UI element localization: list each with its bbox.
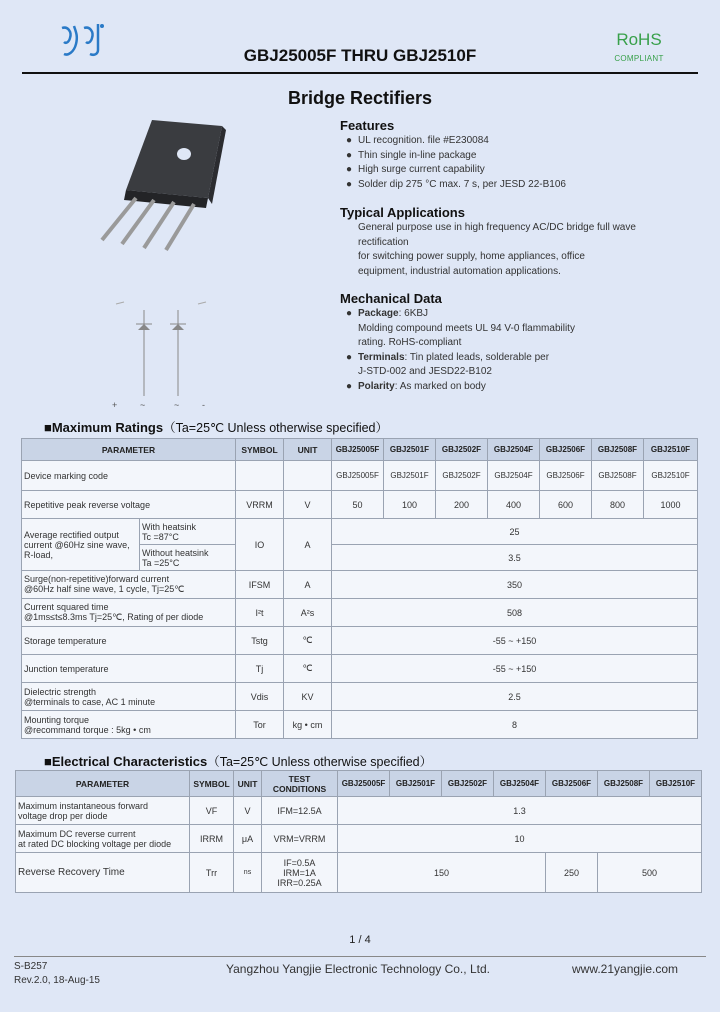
electrical-table: [15, 770, 702, 893]
feature-item: ● High surge current capability: [346, 164, 485, 175]
col-model: GBJ2502F: [436, 439, 488, 461]
applications-text: [358, 221, 636, 279]
table-row: Junction temperature Tj ℃ -55 ~ +150: [22, 655, 698, 683]
terminals-label: Terminals: [358, 351, 405, 363]
rohs-badge: [596, 30, 682, 63]
minus-terminal: -: [202, 400, 205, 410]
table-row: Maximum DC reverse current at rated DC blocking voltage per diode IRRM μA VRM=VRRM 10: [16, 825, 702, 853]
col-unit: UNIT: [284, 439, 332, 461]
footer-doc-info: [14, 960, 100, 988]
molding-line: rating. RoHS-compliant: [358, 337, 462, 348]
ac-terminal-2: ~: [174, 400, 180, 410]
feature-item: ● UL recognition. file #E230084: [346, 135, 489, 146]
electrical-condition: （Ta=25℃ Unless otherwise specified）: [207, 755, 433, 769]
schematic-diagram: [106, 296, 216, 410]
applications-line: equipment, industrial automation applications.: [358, 265, 561, 277]
electrical-heading: ■Electrical Characteristics（Ta=25℃ Unless otherwise specified）: [44, 754, 433, 769]
table-row: Device marking code GBJ25005F GBJ2501F GBJ2502F GBJ2504F GBJ2506F GBJ2508F GBJ2510F: [22, 461, 698, 491]
company-name: Yangzhou Yangjie Electronic Technology Co., Ltd.: [226, 962, 490, 976]
applications-heading: Typical Applications: [340, 205, 465, 220]
table-row: Dielectric strength @terminals to case, AC 1 minute Vdis KV 2.5: [22, 683, 698, 711]
page-number: 1 / 4: [349, 934, 371, 946]
package-value: : 6KBJ: [398, 308, 429, 319]
max-ratings-condition: （Ta=25℃ Unless otherwise specified）: [163, 421, 389, 435]
table-row: Maximum instantaneous forward voltage drop per diode VF V IFM=12.5A 1.3: [16, 797, 702, 825]
features-list: [346, 134, 566, 192]
mechanical-heading: Mechanical Data: [340, 291, 442, 306]
document-title: GBJ25005F THRU GBJ2510F: [243, 46, 477, 65]
footer-divider: [14, 956, 706, 957]
molding-line: Molding compound meets UL 94 V-0 flammability: [358, 322, 575, 334]
applications-line: General purpose use in high frequency AC/DC bridge full wave: [358, 222, 636, 233]
table-row: Without heatsink Ta =25°C 3.5: [22, 545, 698, 571]
plus-terminal: +: [112, 400, 118, 410]
max-ratings-heading: ■Maximum Ratings（Ta=25℃ Unless otherwise specified）: [44, 420, 389, 435]
terminals-value: : Tin plated leads, solderable per: [404, 351, 550, 363]
ac-terminal-1: ~: [140, 400, 146, 410]
doc-code: S-B257: [14, 961, 48, 972]
website-link[interactable]: www.21yangjie.com: [572, 962, 679, 976]
table-row: Mounting torque @recommand torque : 5kg • cm Tor kg • cm 8: [22, 711, 698, 739]
terminals-line2: J-STD-002 and JESD22-B102: [358, 366, 492, 377]
features-heading: Features: [340, 118, 395, 133]
rohs-label: RoHS: [616, 30, 662, 49]
col-model: GBJ25005F: [332, 439, 384, 461]
col-model: GBJ2510F: [644, 439, 698, 461]
title-divider: [22, 72, 698, 74]
table-row: Storage temperature Tstg ℃ -55 ~ +150: [22, 627, 698, 655]
applications-line: for switching power supply, home appliances, office: [358, 251, 585, 262]
table-header-row: PARAMETER SYMBOL UNIT TEST CONDITIONS GBJ25005F GBJ2501F GBJ2502F GBJ2504F GBJ2506F GBJ2508F GBJ2510F: [16, 771, 702, 797]
col-model: GBJ2501F: [384, 439, 436, 461]
col-parameter: PARAMETER: [22, 439, 236, 461]
feature-item: ● Thin single in-line package: [346, 149, 477, 161]
main-title: Bridge Rectifiers: [287, 88, 433, 108]
rohs-compliant-label: COMPLIANT: [614, 54, 664, 63]
col-model: GBJ2504F: [488, 439, 540, 461]
polarity-label: Polarity: [358, 380, 395, 392]
table-row: Surge(non-repetitive)forward current @60Hz half sine wave, 1 cycle, Tj=25℃ IFSM A 350: [22, 571, 698, 599]
package-label: Package: [358, 308, 399, 319]
max-ratings-table: [21, 438, 698, 739]
table-row: Average rectified output current @60Hz sine wave, R-load, With heatsink Tc =87°C IO A 25: [22, 519, 698, 545]
col-symbol: SYMBOL: [236, 439, 284, 461]
table-row: Reverse Recovery Time Trr ns IF=0.5A IRM=1A IRR=0.25A 150 250 500: [16, 853, 702, 893]
table-row: Repetitive peak reverse voltage VRRM V 50 100 200 400 600 800 1000: [22, 491, 698, 519]
applications-line: rectification: [358, 236, 409, 248]
mechanical-list: ● Package: 6KBJ Molding compound meets UL 94 V-0 flammability rating. RoHS-compliant ● Terminals: Tin plated leads, solderable per J-STD-002 and JESD22-B102 ● Polarity: As marked on body: [346, 308, 575, 392]
col-model: GBJ2508F: [592, 439, 644, 461]
package-illustration: [92, 112, 272, 252]
doc-revision: Rev.2.0, 18-Aug-15: [14, 975, 100, 986]
col-model: GBJ2506F: [540, 439, 592, 461]
table-row: Current squared time @1ms≤t≤8.3ms Tj=25℃, Rating of per diode I²t A²s 508: [22, 599, 698, 627]
table-header-row: [22, 439, 698, 461]
polarity-value: : As marked on body: [394, 380, 486, 392]
feature-item: ● Solder dip 275 °C max. 7 s, per JESD 22-B106: [346, 178, 566, 190]
